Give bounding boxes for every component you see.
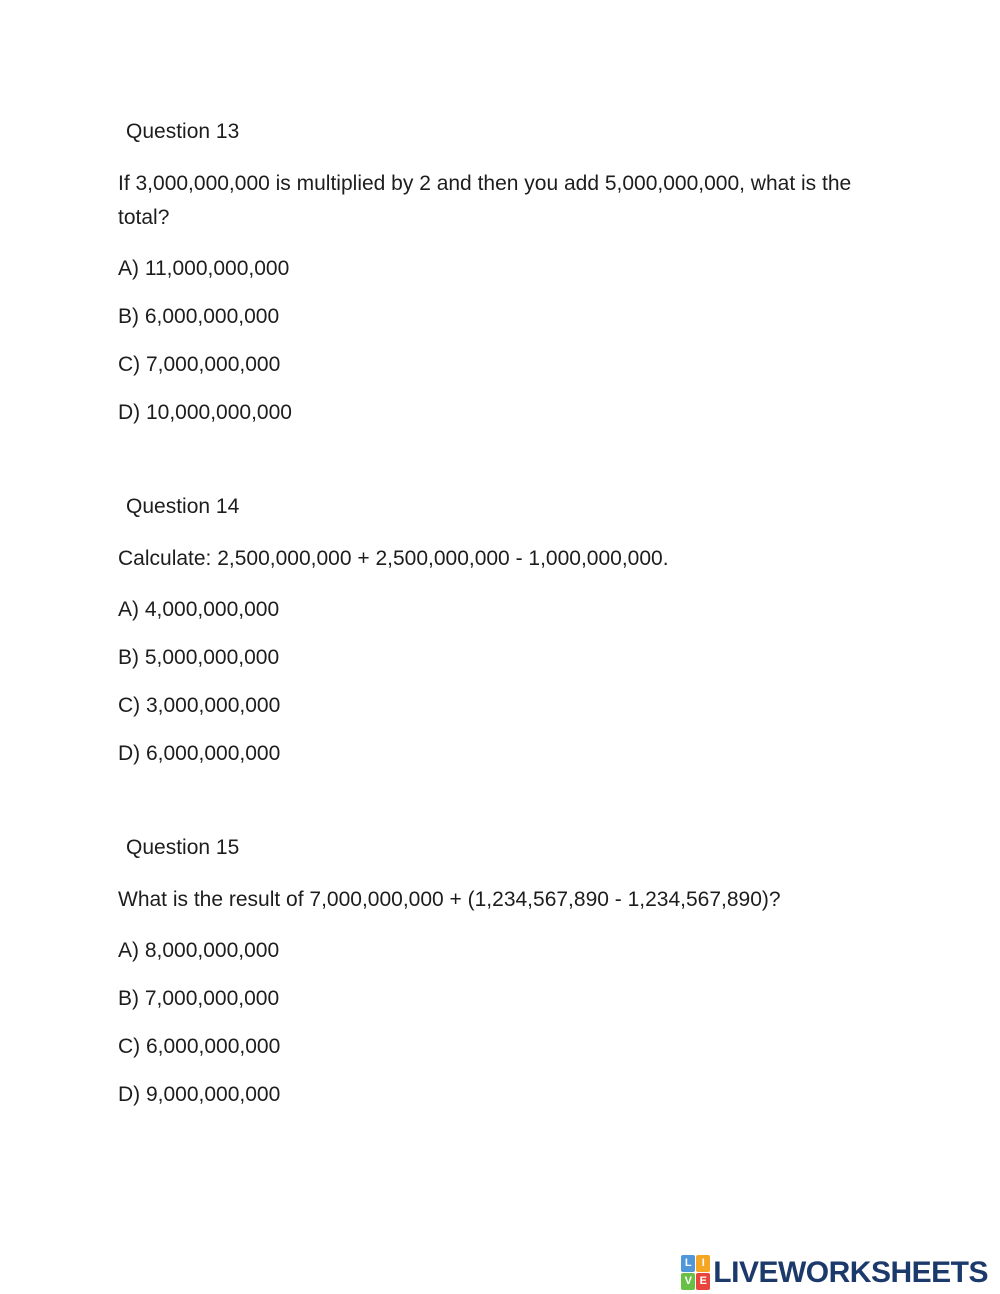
- liveworksheets-logo[interactable]: [681, 1255, 988, 1290]
- logo-tile-e: E: [696, 1273, 710, 1290]
- question-heading: Question 15: [126, 836, 240, 859]
- answer-options: [118, 596, 890, 768]
- question-prompt: If 3,000,000,000 is multiplied by 2 and then you add 5,000,000,000, what is the total?: [118, 172, 852, 229]
- answer-option-c[interactable]: C) 3,000,000,000: [118, 694, 281, 717]
- logo-tile-v: V: [681, 1273, 695, 1290]
- logo-tile-l: L: [681, 1255, 695, 1272]
- brand-wordmark: LIVEWORKSHEETS: [713, 1255, 988, 1289]
- question-14-block: [118, 493, 890, 768]
- answer-option-a[interactable]: A) 8,000,000,000: [118, 939, 280, 962]
- question-heading: Question 14: [126, 495, 240, 518]
- logo-tile-i: I: [696, 1255, 710, 1272]
- answer-option-c[interactable]: C) 7,000,000,000: [118, 353, 281, 376]
- question-prompt: Calculate: 2,500,000,000 + 2,500,000,000 - 1,000,000,000.: [118, 547, 669, 570]
- answer-options: [118, 937, 890, 1109]
- answer-option-d[interactable]: D) 10,000,000,000: [118, 401, 292, 424]
- liveworksheets-tiles-icon: [681, 1255, 710, 1290]
- answer-option-c[interactable]: C) 6,000,000,000: [118, 1035, 281, 1058]
- answer-option-d[interactable]: D) 9,000,000,000: [118, 1083, 281, 1106]
- answer-options: [118, 255, 890, 427]
- answer-option-d[interactable]: D) 6,000,000,000: [118, 742, 281, 765]
- answer-option-a[interactable]: A) 11,000,000,000: [118, 257, 290, 280]
- question-15-block: [118, 834, 890, 1109]
- answer-option-a[interactable]: A) 4,000,000,000: [118, 598, 280, 621]
- question-heading: Question 13: [126, 120, 240, 143]
- questions-section: [118, 118, 890, 1175]
- question-13-block: [118, 118, 890, 427]
- question-prompt: What is the result of 7,000,000,000 + (1,234,567,890 - 1,234,567,890)?: [118, 888, 781, 911]
- answer-option-b[interactable]: B) 5,000,000,000: [118, 646, 280, 669]
- answer-option-b[interactable]: B) 7,000,000,000: [118, 987, 280, 1010]
- answer-option-b[interactable]: B) 6,000,000,000: [118, 305, 280, 328]
